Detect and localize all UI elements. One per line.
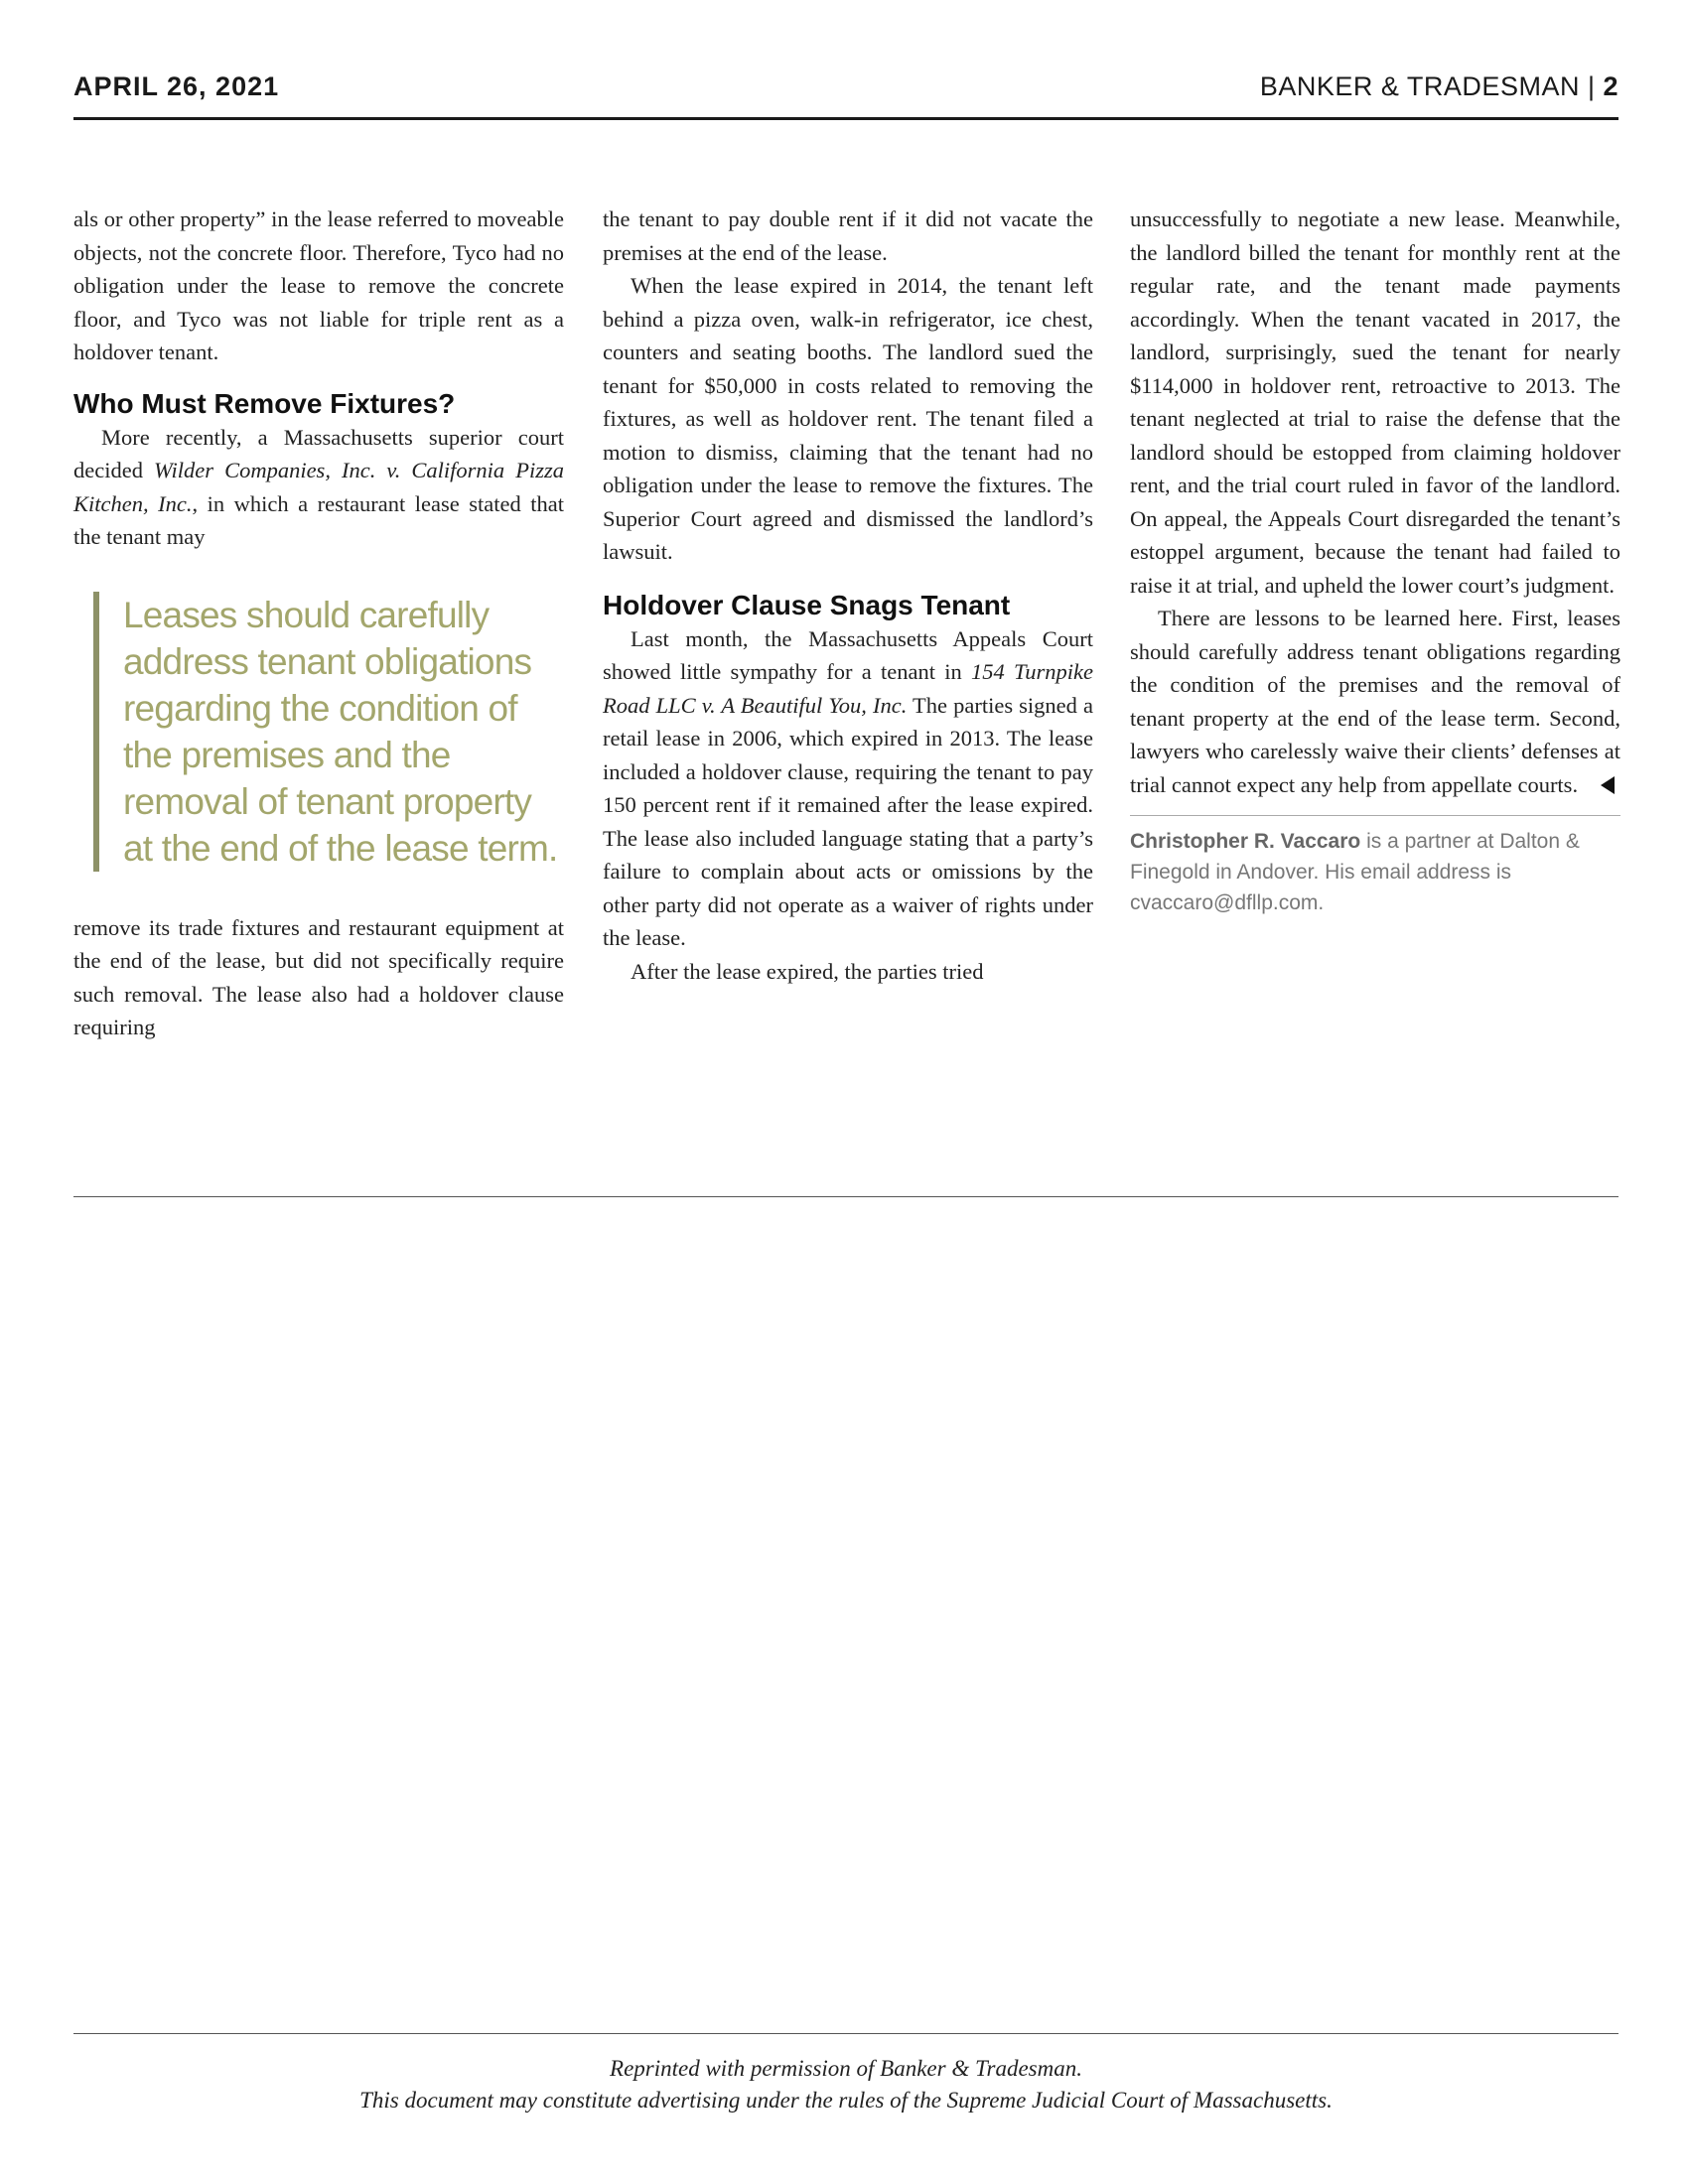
reprint-notice: Reprinted with permission of Banker & Tradesman. bbox=[610, 2056, 1082, 2081]
end-of-article-icon bbox=[1601, 776, 1615, 794]
advertising-disclaimer: This document may constitute advertising under the rules of the Supreme Judicial Court of Massachusetts. bbox=[359, 2088, 1333, 2113]
section-heading: Holdover Clause Snags Tenant bbox=[603, 589, 1011, 620]
pull-quote: Leases should carefully address tenant obligations regarding the condition of the premises and the removal of tenant property at the end of the lease term. bbox=[93, 592, 564, 872]
page-number: 2 bbox=[1603, 71, 1618, 101]
paragraph: After the lease expired, the parties tried bbox=[631, 958, 984, 984]
author-byline: Christopher R. Vaccaro is a partner at Dalton & Finegold in Andover. His email address is cvaccaro@dfllp.com. bbox=[1130, 830, 1580, 914]
content-divider bbox=[73, 1196, 1618, 1197]
section-heading: Who Must Remove Fixtures? bbox=[73, 387, 456, 419]
byline-divider bbox=[1130, 815, 1620, 816]
page-header bbox=[73, 68, 1618, 120]
paragraph: More recently, a Massachusetts superior court decided Wilder Companies, Inc. v. California Pizza Kitchen, Inc., in which a restaurant lease stated that the tenant may bbox=[73, 424, 564, 549]
paragraph: the tenant to pay double rent if it did not vacate the premises at the end of the lease. bbox=[603, 206, 1093, 265]
publication-name bbox=[1260, 71, 1618, 102]
publication-title: BANKER & TRADESMAN | bbox=[1259, 71, 1604, 101]
paragraph: remove its trade fixtures and restaurant equipment at the end of the lease, but did not specifically require such removal. The lease also had a holdover clause requiring bbox=[73, 914, 564, 1039]
case-name: Wilder Companies, Inc. v. California Pizza Kitchen, Inc. bbox=[73, 458, 564, 516]
paragraph: unsuccessfully to negotiate a new lease. Meanwhile, the landlord billed the tenant for monthly rent at the regular rate, and the tenant made payments accordingly. When the tenant vacated in 2017, the landlord, surprisingly, sued the tenant for nearly $114,000 in holdover rent, retroactive to 2013. The tenant neglected at trial to raise the defense that the landlord should be estopped from claiming holdover rent, and the trial court ruled in favor of the landlord. On appeal, the Appeals Court disregarded the tenant’s estoppel argument, because the tenant had failed to raise it at trial, and upheld the lower court’s judgment. bbox=[1130, 206, 1620, 598]
article-column-2 bbox=[603, 203, 1093, 988]
footer-divider bbox=[73, 2033, 1618, 2034]
article-column-3 bbox=[1130, 203, 1620, 918]
case-name: 154 Turnpike Road LLC v. A Beautiful You, Inc. bbox=[603, 659, 1093, 718]
article-column-1 bbox=[73, 203, 564, 1044]
issue-date: APRIL 26, 2021 bbox=[73, 71, 280, 101]
page-footer bbox=[73, 2053, 1618, 2116]
paragraph: When the lease expired in 2014, the tenant left behind a pizza oven, walk-in refrigerator, ice chest, counters and seating booths. The landlord sued the tenant for $50,000 in costs related to removing the fixtures, as well as holdover rent. The tenant filed a motion to dismiss, claiming that the tenant had no obligation under the lease to remove the fixtures. The Superior Court agreed and dismissed the landlord’s lawsuit. bbox=[603, 273, 1093, 564]
paragraph: There are lessons to be learned here. First, leases should carefully address tenant obligations regarding the condition of the premises and the removal of tenant property at the end of the lease term. Second, lawyers who carelessly waive their clients’ defenses at trial cannot expect any help from appellate courts. bbox=[1130, 606, 1620, 797]
paragraph: Last month, the Massachusetts Appeals Court showed little sympathy for a tenant in 154 Turnpike Road LLC v. A Beautiful You, Inc. The parties signed a retail lease in 2006, which expired in 2013. The lease included a holdover clause, requiring the tenant to pay 150 percent rent if it remained after the lease expired. The lease also included language stating that a party’s failure to complain about acts or omissions by the other party did not operate as a waiver of rights under the lease. bbox=[603, 625, 1093, 950]
author-name: Christopher R. Vaccaro bbox=[1130, 830, 1361, 853]
paragraph: als or other property” in the lease referred to moveable objects, not the concrete floor. Therefore, Tyco had no obligation under the lease to remove the concrete floor, and Tyco was not liable for triple rent as a holdover tenant. bbox=[73, 206, 564, 364]
